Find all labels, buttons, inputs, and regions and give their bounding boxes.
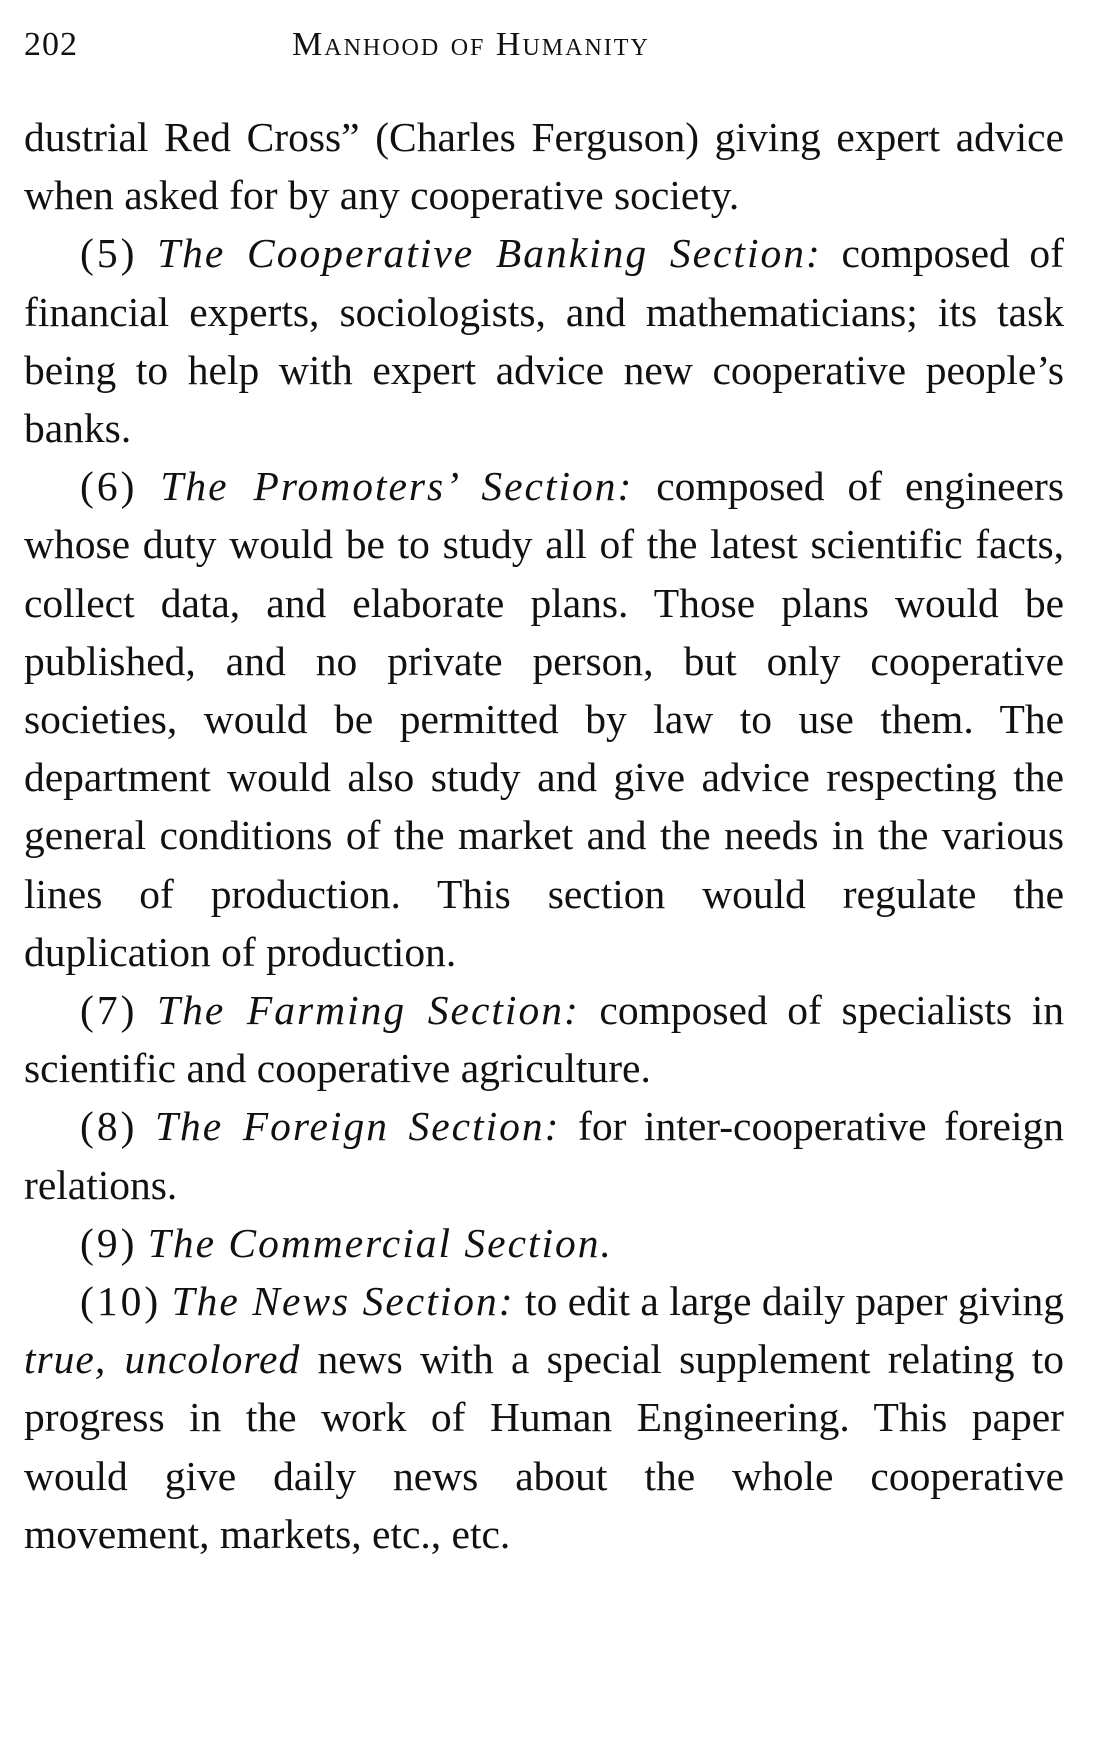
paragraph-text: news with a special supplement relating to progress in the work of Human Engineering. This paper would give daily news about the whole cooperative movement, markets, etc., etc. bbox=[24, 1336, 1064, 1557]
section-title: The Commercial Section. bbox=[147, 1219, 613, 1266]
paragraph-foreign-section bbox=[24, 1097, 1064, 1213]
running-title: Manhood of Humanity bbox=[292, 26, 650, 63]
running-head bbox=[24, 12, 1064, 68]
paragraph-farming-section bbox=[24, 981, 1064, 1097]
section-title: The Cooperative Banking Section: bbox=[157, 230, 822, 277]
paragraph-promoters-section bbox=[24, 457, 1064, 981]
paragraph-text: to edit a large daily paper giving bbox=[514, 1278, 1064, 1325]
paragraph-continuation bbox=[24, 108, 1064, 224]
paragraph-text: composed of financial experts, sociologists, and mathematicians; its task being to help with expert advice new cooperative people’s banks. bbox=[24, 230, 1065, 452]
paragraph-text: composed of specialists in scientific and cooperative agriculture. bbox=[24, 987, 1064, 1092]
paragraph-banking-section bbox=[24, 224, 1064, 457]
section-number: (5) bbox=[80, 230, 138, 277]
section-number: (7) bbox=[80, 987, 138, 1034]
section-number: (10) bbox=[80, 1278, 162, 1325]
section-number: (8) bbox=[80, 1103, 138, 1150]
body-text bbox=[24, 108, 1064, 1563]
section-number: (6) bbox=[80, 463, 138, 510]
paragraph-commercial-section bbox=[24, 1214, 1064, 1272]
paragraph-news-section bbox=[24, 1272, 1064, 1563]
section-title: The Foreign Section: bbox=[154, 1103, 561, 1150]
book-page bbox=[24, 12, 1064, 1563]
paragraph-text: for inter-cooperative foreign relations. bbox=[24, 1103, 1065, 1208]
section-title: The News Section: bbox=[171, 1278, 515, 1325]
paragraph-text: composed of engineers whose duty would be to study all of the latest scientific facts, collect data, and elaborate plans. Those plans would be published, and no private person, but only cooperative societies, would be permitted by law to use them. The department would also study and give advice respecting the general conditions of the market and the needs in the various lines of production. This section would regulate the duplication of production. bbox=[24, 463, 1064, 975]
section-number: (9) bbox=[80, 1219, 138, 1266]
section-title: The Farming Section: bbox=[157, 987, 580, 1034]
page-number: 202 bbox=[24, 26, 78, 63]
emphasized-text: true, uncolored bbox=[24, 1336, 301, 1383]
paragraph-text: dustrial Red Cross” (Charles Ferguson) giving expert advice when asked for by any cooperative society. bbox=[24, 114, 1064, 219]
section-title: The Promoters’ Section: bbox=[160, 463, 634, 510]
